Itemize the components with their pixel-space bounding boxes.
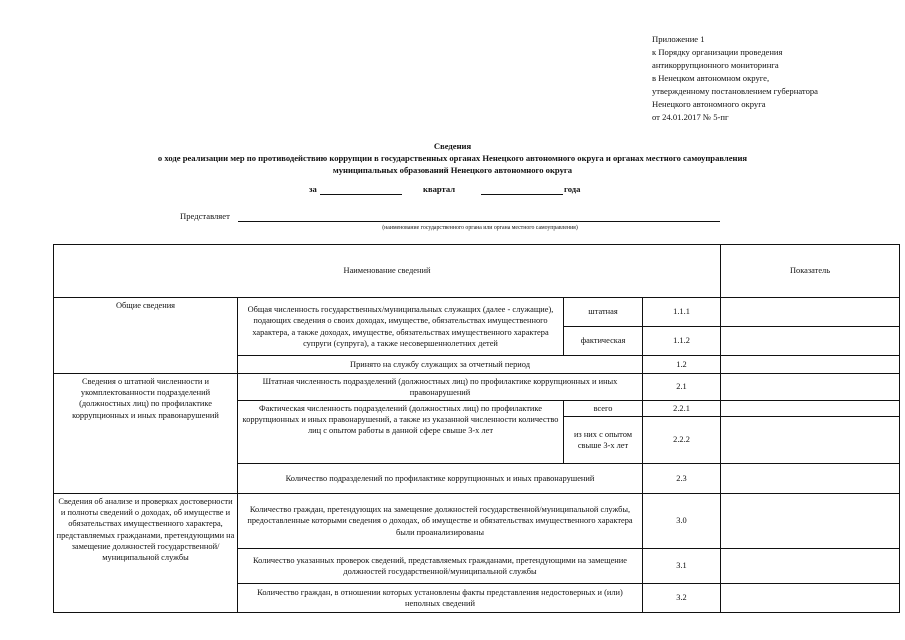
row-3-0-text: Количество граждан, претендующих на замещение должностей государственной/муниципальной службы, предоставленные которыми сведения о доходах, об имуществе и обязательствах имущественного характера были проанализированы xyxy=(247,505,633,537)
row-2-3-code: 2.3 xyxy=(676,473,687,483)
section-verification: Сведения об анализе и проверках достоверности и полноты сведений о доходах, об имуществе и обязательствах имущественного характера, представляемых гражданами, претендующими на замещение должностей государственной/муниципальной службы xyxy=(56,497,235,563)
indicators-table xyxy=(53,244,900,613)
document-subtitle-line1: о ходе реализации мер по противодействию коррупции в государственных органах Ненецкого автономного округа и органах местного самоуправления xyxy=(157,153,748,163)
row-3-2-code: 3.2 xyxy=(676,593,687,603)
row-3-2-text: Количество граждан, в отношении которых установлены факты представления недостоверных и (или) неполных сведений xyxy=(257,587,623,608)
row-3-1-text: Количество указанных проверок сведений, представляемых гражданами, претендующими на замещение должностей государственной/муниципальной службы xyxy=(253,555,627,576)
period-kvartal-label: квартал xyxy=(423,184,456,194)
section-general: Общие сведения xyxy=(115,301,176,310)
row-1-1-1-subtype: штатная xyxy=(588,307,618,317)
table-border xyxy=(899,244,900,613)
table-border xyxy=(53,612,900,613)
appendix-line: Приложение 1 xyxy=(652,34,705,44)
appendix-block xyxy=(652,33,818,124)
row-3-1-code: 3.1 xyxy=(676,561,687,571)
table-rule xyxy=(720,244,721,613)
row-2-3-text: Количество подразделений по профилактике коррупционных и иных правонарушений xyxy=(285,473,595,483)
appendix-line: к Порядку организации проведения xyxy=(652,47,783,57)
document-title: Сведения xyxy=(433,141,472,151)
appendix-line: утвержденному постановлением губернатора xyxy=(652,86,818,96)
document-subtitle-line2: муниципальных образований Ненецкого автономного округа xyxy=(332,165,573,175)
represents-note: (наименование государственного органа или органа местного самоуправления) xyxy=(382,225,578,231)
period-quarter-blank[interactable] xyxy=(320,194,402,195)
row-1-1-2-code: 1.1.2 xyxy=(673,336,690,346)
row-2-2-1-code: 2.2.1 xyxy=(673,403,690,413)
row-3-0-code: 3.0 xyxy=(676,516,687,526)
row-1-2-text: Принято на службу служащих за отчетный период xyxy=(350,359,530,369)
row-2-2-text: Фактическая численность подразделений (должностных лиц) по профилактике коррупционных и иных правонарушений, а также из указанной численности количество лиц с опытом работы в данной сфере свыше 3-х лет xyxy=(242,404,559,436)
appendix-line: от 24.01.2017 № 5-пг xyxy=(652,112,729,122)
row-2-2-1-subtype: всего xyxy=(593,403,613,413)
period-goda-label: года xyxy=(564,184,581,194)
row-2-1-code: 2.1 xyxy=(676,382,687,392)
represents-blank[interactable] xyxy=(238,221,720,222)
row-2-1-text: Штатная численность подразделений (должностных лиц) по профилактике коррупционных и иных правонарушений xyxy=(262,376,618,397)
appendix-line: в Ненецком автономном округе, xyxy=(652,73,770,83)
row-2-2-2-subtype: из них с опытом свыше 3-х лет xyxy=(573,429,633,450)
section-staffing: Сведения о штатной численности и укомплектованности подразделений (должностных лиц) по профилактике коррупционных и иных правонарушений xyxy=(72,377,219,420)
represents-label: Представляет xyxy=(180,211,230,221)
appendix-line: антикоррупционного мониторинга xyxy=(652,60,779,70)
header-value-cell: Показатель xyxy=(789,266,831,276)
row-1-1-text: Общая численность государственных/муниципальных служащих (далее - служащие), подающих сведения о своих доходах, имуществе, обязательствах имущественного характера, а также доходах, имуществе, обязательствах имущественного характера супруги (супруга), а также несовершеннолетних детей xyxy=(247,305,554,348)
row-1-1-1-code: 1.1.1 xyxy=(673,307,690,317)
row-1-2-code: 1.2 xyxy=(676,359,687,369)
header-name-cell: Наименование сведений xyxy=(343,266,431,276)
appendix-line: Ненецкого автономного округа xyxy=(652,99,766,109)
row-2-2-2-code: 2.2.2 xyxy=(673,435,690,445)
row-1-1-2-subtype: фактическая xyxy=(580,336,626,346)
period-za-label: за xyxy=(309,184,317,194)
period-year-blank[interactable] xyxy=(481,194,563,195)
